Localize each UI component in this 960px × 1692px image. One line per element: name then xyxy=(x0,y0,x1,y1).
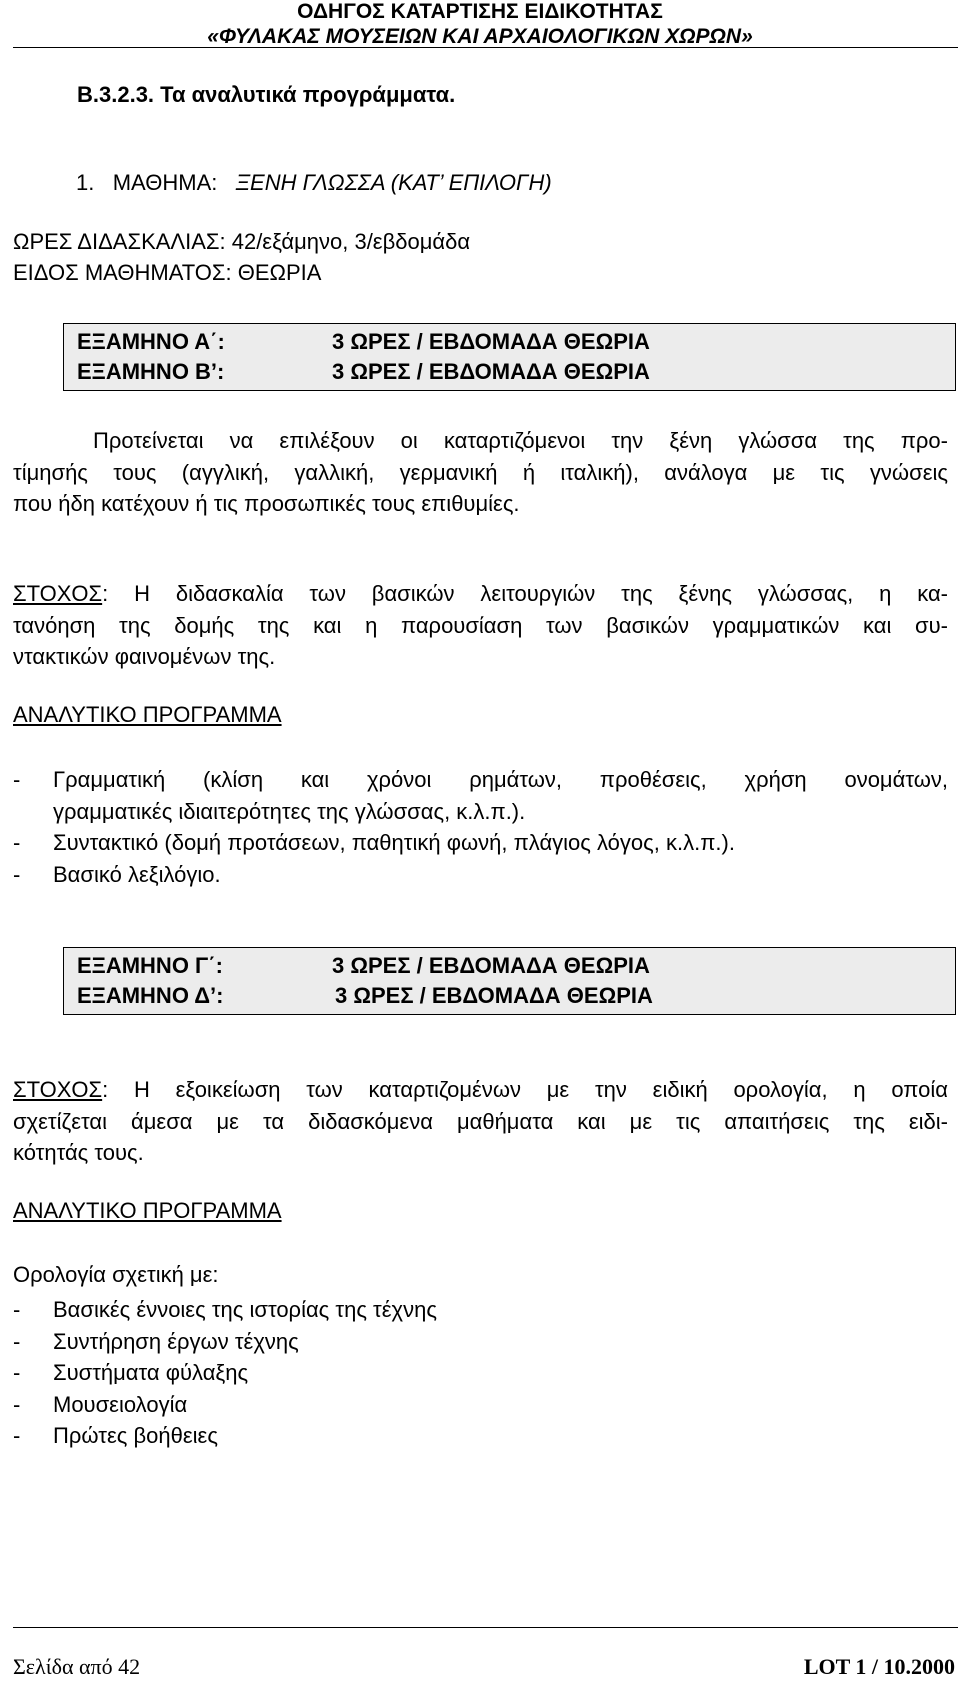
footer-lot-code: LOT 1 / 10.2000 xyxy=(803,1654,955,1679)
terminology-intro: Ορολογία σχετική με: xyxy=(13,1262,219,1287)
list-item xyxy=(13,1420,948,1452)
syllabus-list-2 xyxy=(13,1294,948,1452)
course-name: ΞΕΝΗ ΓΛΩΣΣΑ (ΚΑΤ’ ΕΠΙΛΟΓΗ) xyxy=(235,170,552,195)
semester-label: ΕΞΑΜΗΝΟ Α΄: xyxy=(77,329,225,354)
semester-label: ΕΞΑΜΗΝΟ Γ΄: xyxy=(77,953,223,978)
semester-label: ΕΞΑΜΗΝΟ Δ’: xyxy=(77,983,224,1008)
header-divider xyxy=(13,47,958,48)
list-item-line: Βασικό λεξιλόγιο. xyxy=(53,861,221,887)
syllabus-list-1 xyxy=(13,764,948,890)
hours-line: ΩΡΕΣ ΔΙΔΑΣΚΑΛΙΑΣ: 42/εξάμηνο, 3/εβδομάδα xyxy=(13,229,471,254)
paragraph-line: Προτείνεται να επιλέξουν οι καταρτιζόμενοι την ξένη γλώσσα της προ- xyxy=(93,428,948,453)
section-title: B.3.2.3. Τα αναλυτικά προγράμματα. xyxy=(77,82,456,107)
list-item xyxy=(13,1389,948,1421)
goal-paragraph-1 xyxy=(13,578,948,673)
list-dash: - xyxy=(13,861,21,887)
paragraph-line: τανόηση της δομής της και η παρουσίαση των βασικών γραμματικών και συ- xyxy=(13,612,948,638)
semester-label: ΕΞΑΜΗΝΟ Β’: xyxy=(77,359,225,384)
header-title: ΟΔΗΓΟΣ ΚΑΤΑΡΤΙΣΗΣ ΕΙΔΙΚΟΤΗΤΑΣ xyxy=(297,0,663,23)
paragraph-line: κότητάς τους. xyxy=(13,1140,144,1165)
goal-paragraph-2 xyxy=(13,1074,948,1169)
paragraph-line: τίμησής τους (αγγλική, γαλλική, γερμανική ή ιταλική), ανάλογα με τις γνώσεις xyxy=(13,459,948,485)
intro-paragraph xyxy=(13,425,948,520)
program-heading: ΑΝΑΛΥΤΙΚΟ ΠΡΟΓΡΑΜΜΑ xyxy=(13,1198,282,1223)
list-dash: - xyxy=(13,1360,21,1385)
course-title xyxy=(76,170,552,196)
paragraph-line: που ήδη κατέχουν ή τις προσωπικές τους επιθυμίες. xyxy=(13,491,520,516)
paragraph-line: σχετίζεται άμεσα με τα διδασκόμενα μαθήματα και με τις απαιτήσεις της ειδι- xyxy=(13,1108,948,1134)
footer-divider xyxy=(13,1627,958,1628)
list-item-text: Πρώτες βοήθειες xyxy=(53,1423,218,1448)
course-label: ΜΑΘΗΜΑ: xyxy=(112,170,218,195)
list-item-text: Συστήματα φύλαξης xyxy=(53,1360,249,1385)
semester-hours: 3 ΩΡΕΣ / ΕΒΔΟΜΑΔΑ ΘΕΩΡΙΑ xyxy=(332,953,650,978)
program-heading: ΑΝΑΛΥΤΙΚΟ ΠΡΟΓΡΑΜΜΑ xyxy=(13,702,282,727)
semester-box-ab xyxy=(63,323,956,391)
list-item xyxy=(13,1357,948,1389)
list-item-text: Μουσειολογία xyxy=(53,1391,188,1417)
paragraph-line: ΣΤΟΧΟΣ: Η διδασκαλία των βασικών λειτουργιών της ξένης γλώσσας, η κα- xyxy=(13,581,948,606)
list-dash: - xyxy=(13,1297,21,1322)
semester-hours: 3 ΩΡΕΣ / ΕΒΔΟΜΑΔΑ ΘΕΩΡΙΑ xyxy=(332,359,650,384)
list-item xyxy=(13,859,948,891)
goal-label: ΣΤΟΧΟΣ xyxy=(13,581,103,606)
semester-hours: 3 ΩΡΕΣ / ΕΒΔΟΜΑΔΑ ΘΕΩΡΙΑ xyxy=(335,983,653,1008)
footer-page-number: Σελίδα από 42 xyxy=(13,1654,141,1679)
list-dash: - xyxy=(13,830,21,855)
type-line: ΕΙΔΟΣ ΜΑΘΗΜΑΤΟΣ: ΘΕΩΡΙΑ xyxy=(13,260,322,285)
paragraph-line: ΣΤΟΧΟΣ: Η εξοικείωση των καταρτιζομένων με την ειδική ορολογία, η οποία xyxy=(13,1077,948,1102)
semester-box-cd xyxy=(63,947,956,1015)
course-number: 1. xyxy=(76,170,95,195)
list-item-text: Βασικές έννοιες της ιστορίας της τέχνης xyxy=(53,1297,437,1322)
list-item xyxy=(13,1294,948,1326)
list-item-text: Συντήρηση έργων τέχνης xyxy=(53,1328,299,1354)
list-item xyxy=(13,1326,948,1358)
header-subtitle: «ΦΥΛΑΚΑΣ ΜΟΥΣΕΙΩΝ ΚΑΙ ΑΡΧΑΙΟΛΟΓΙΚΩΝ ΧΩΡΩΝ» xyxy=(207,25,753,48)
list-dash: - xyxy=(13,767,21,792)
goal-label: ΣΤΟΧΟΣ xyxy=(13,1077,103,1102)
list-dash: - xyxy=(13,1391,21,1417)
semester-hours: 3 ΩΡΕΣ / ΕΒΔΟΜΑΔΑ ΘΕΩΡΙΑ xyxy=(332,329,650,354)
list-dash: - xyxy=(13,1328,21,1354)
list-item xyxy=(13,764,948,827)
list-item xyxy=(13,827,948,859)
list-item-line: γραμματικές ιδιαιτερότητες της γλώσσας, κ.λ.π.). xyxy=(53,798,526,824)
list-dash: - xyxy=(13,1423,21,1448)
list-item-line: Συντακτικό (δομή προτάσεων, παθητική φωνή, πλάγιος λόγος, κ.λ.π.). xyxy=(53,830,735,855)
paragraph-line: ντακτικών φαινομένων της. xyxy=(13,644,276,669)
list-item-line: Γραμματική (κλίση και χρόνοι ρημάτων, προθέσεις, χρήση ονομάτων, xyxy=(53,767,948,792)
